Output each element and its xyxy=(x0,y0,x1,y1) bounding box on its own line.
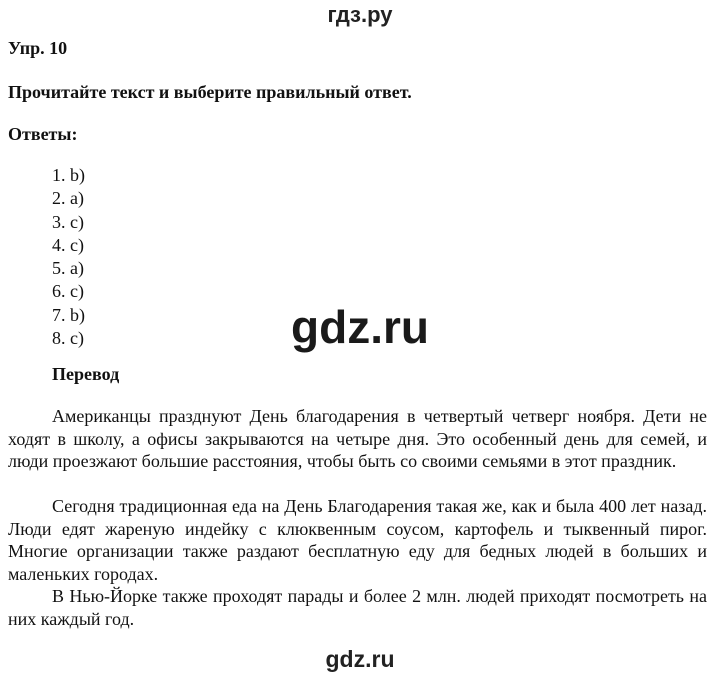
answer-item: 1. b) xyxy=(52,165,85,185)
translation-paragraph-1: Американцы празднуют День благодарения в четвертый четверг ноября. Дети не ходят в школу, а офисы закрываются на четыре дня. Это особенный день для семей, и люди проезжают большие расстояния, чтобы быть со своими семьями в этот праздник. xyxy=(8,406,707,471)
translation-heading: Перевод xyxy=(52,364,120,384)
translation-paragraph-2: Сегодня традиционная еда на День Благодарения такая же, как и была 400 лет назад. Люди едят жареную индейку с клюквенным соусом, картофель и тыквенный пирог. Многие организации также раздают бесплатную еду для бедных людей в больших и маленьких городах. xyxy=(8,496,707,584)
exercise-title: Упр. 10 xyxy=(8,38,68,58)
site-logo-bottom[interactable]: gdz.ru xyxy=(325,646,395,672)
task-instruction: Прочитайте текст и выберите правильный ответ. xyxy=(8,82,412,102)
answer-item: 3. c) xyxy=(52,211,84,232)
answer-item: 7. b) xyxy=(52,304,85,325)
answer-item: 4. c) xyxy=(52,234,84,255)
answer-item: 6. c) xyxy=(52,281,84,302)
site-logo-top: гдз.ру xyxy=(327,2,393,27)
watermark: gdz.ru xyxy=(291,301,429,353)
answers-heading: Ответы: xyxy=(8,124,78,144)
translation-paragraph-3: В Нью-Йорке также проходят парады и более 2 млн. людей приходят посмотреть на них каждый год. xyxy=(8,586,707,629)
answer-item: 2. a) xyxy=(52,188,84,209)
answer-item: 5. a) xyxy=(52,258,84,279)
answer-item: 8. c) xyxy=(52,328,84,349)
